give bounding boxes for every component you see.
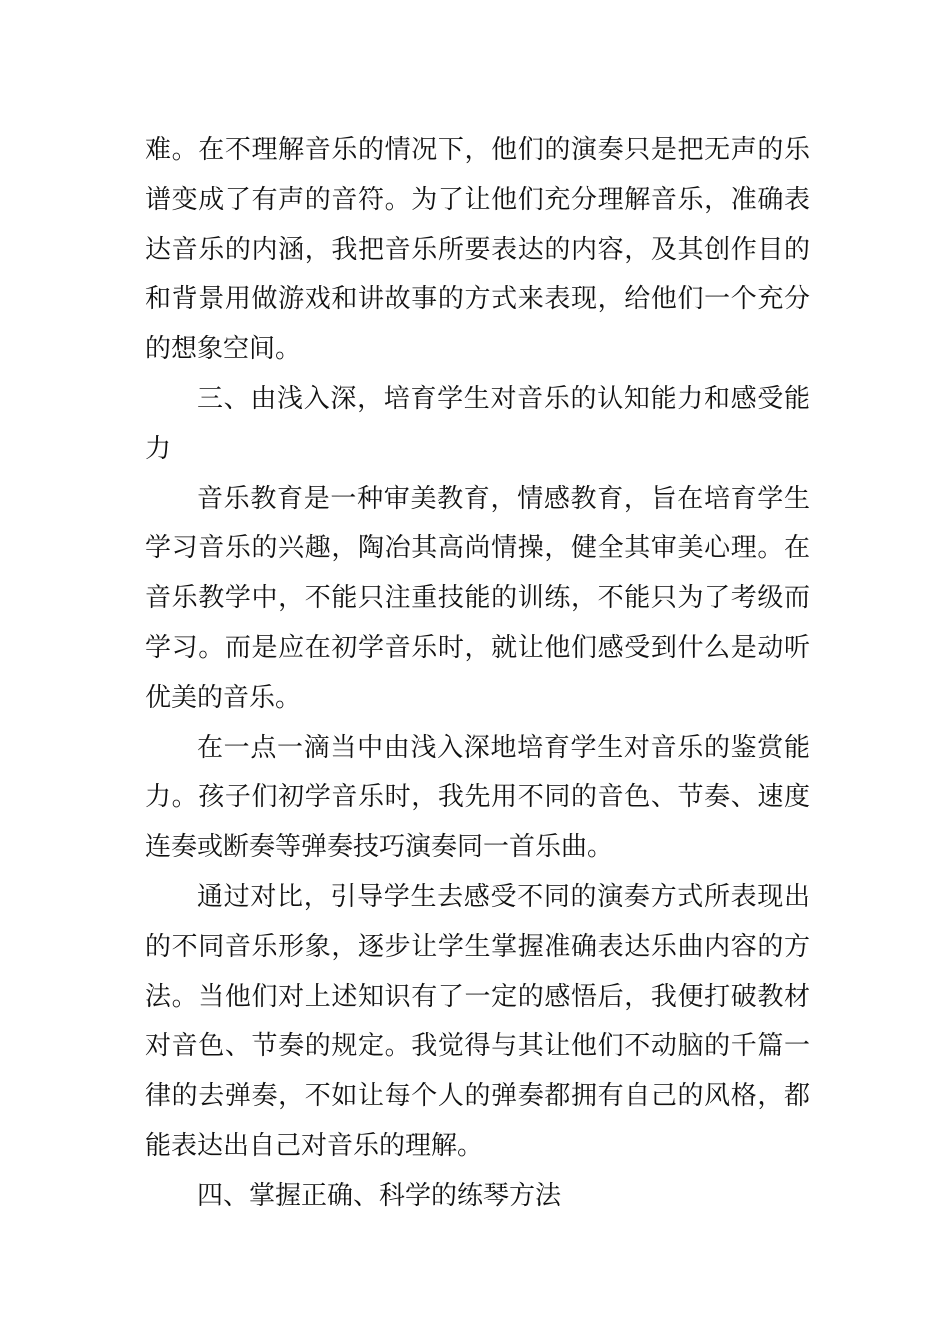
text-line: 律的去弹奏，不如让每个人的弹奏都拥有自己的风格，都 bbox=[145, 1081, 810, 1112]
paragraph-comparison bbox=[145, 873, 810, 1172]
text-line: 优美的音乐。 bbox=[145, 682, 302, 713]
text-line: 力。孩子们初学音乐时，我先用不同的音色、节奏、速度 bbox=[145, 782, 810, 813]
document-body bbox=[145, 126, 810, 1222]
paragraph-music-education bbox=[145, 475, 810, 724]
text-line: 通过对比，引导学生去感受不同的演奏方式所表现出 bbox=[197, 881, 810, 912]
heading-line: 三、由浅入深，培育学生对音乐的认知能力和感受能 bbox=[197, 383, 810, 414]
text-line: 对音色、节奏的规定。我觉得与其让他们不动脑的千篇一 bbox=[145, 1031, 810, 1062]
text-line: 的不同音乐形象，逐步让学生掌握准确表达乐曲内容的方 bbox=[145, 931, 810, 962]
text-line: 谱变成了有声的音符。为了让他们充分理解音乐，准确表 bbox=[145, 184, 810, 215]
text-line: 难。在不理解音乐的情况下，他们的演奏只是把无声的乐 bbox=[145, 135, 810, 165]
text-line: 音乐教学中，不能只注重技能的训练，不能只为了考级而 bbox=[145, 583, 810, 614]
text-line: 的想象空间。 bbox=[145, 334, 302, 365]
section-heading-4 bbox=[145, 1172, 810, 1222]
text-line: 在一点一滴当中由浅入深地培育学生对音乐的鉴赏能 bbox=[197, 732, 810, 763]
text-line: 和背景用做游戏和讲故事的方式来表现，给他们一个充分 bbox=[145, 284, 810, 315]
heading-line: 力 bbox=[145, 433, 172, 464]
text-line: 音乐教育是一种审美教育，情感教育，旨在培育学生 bbox=[197, 483, 810, 514]
text-line: 达音乐的内涵，我把音乐所要表达的内容，及其创作目的 bbox=[145, 234, 810, 265]
text-line: 学习音乐的兴趣，陶冶其高尚情操，健全其审美心理。在 bbox=[145, 533, 810, 564]
section-heading-3 bbox=[145, 375, 810, 475]
text-line: 连奏或断奏等弹奏技巧演奏同一首乐曲。 bbox=[145, 832, 614, 863]
text-line: 能表达出自己对音乐的理解。 bbox=[145, 1130, 484, 1161]
paragraph-appreciation bbox=[145, 724, 810, 873]
heading-line: 四、掌握正确、科学的练琴方法 bbox=[197, 1180, 562, 1211]
text-line: 学习。而是应在初学音乐时，就让他们感受到什么是动听 bbox=[145, 632, 810, 663]
text-line: 法。当他们对上述知识有了一定的感悟后，我便打破教材 bbox=[145, 981, 810, 1012]
paragraph-continuation bbox=[145, 126, 810, 375]
